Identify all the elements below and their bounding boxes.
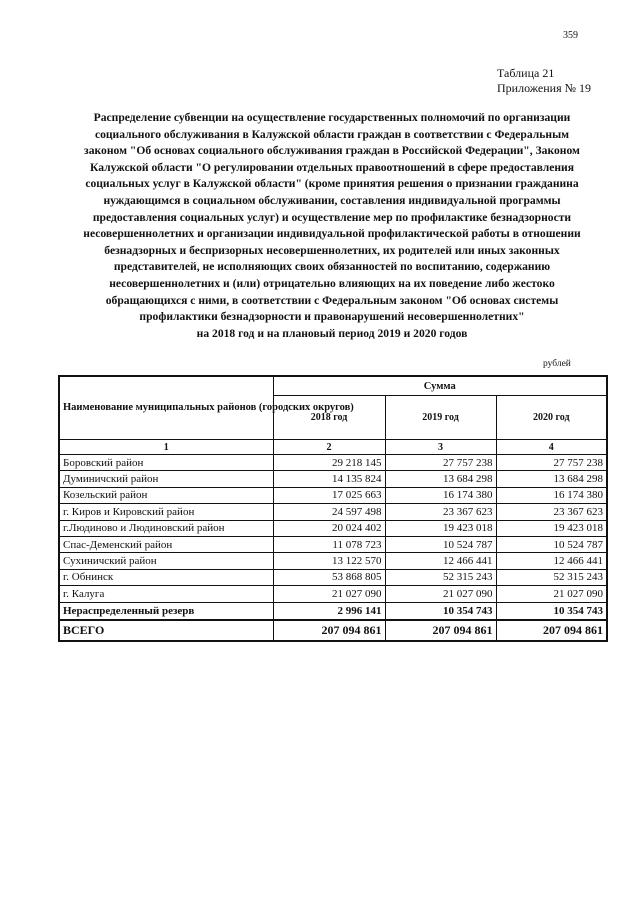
amount-2018: 21 027 090 (273, 586, 385, 602)
table-row (59, 471, 607, 487)
amount-2020: 19 423 018 (496, 520, 607, 536)
title-line: нуждающимся в социальном обслуживании, составления индивидуальной программы (103, 193, 561, 207)
district-name: Сухиничский район (59, 553, 273, 569)
total-label: ВСЕГО (59, 620, 273, 641)
amount-2019: 23 367 623 (385, 504, 496, 520)
total-2018: 207 094 861 (273, 620, 385, 641)
table-row (59, 536, 607, 552)
district-name: г. Обнинск (59, 569, 273, 585)
title-line: несовершеннолетних и организации индивидуальной профилактической работы в отношении (83, 227, 581, 241)
amount-2019: 13 684 298 (385, 471, 496, 487)
amount-2019: 12 466 441 (385, 553, 496, 569)
title-line: безнадзорных и беспризорных несовершеннолетних, их родителей или иных законных (104, 243, 560, 257)
column-header-name: Наименование муниципальных районов (городских округов) (59, 376, 273, 440)
document-title (52, 110, 612, 342)
table-row (59, 520, 607, 536)
title-line: социального обслуживания в Калужской области граждан в соответствии с Федеральным (94, 127, 570, 141)
amount-2020: 27 757 238 (496, 455, 607, 471)
table-row (59, 569, 607, 585)
column-index: 1 (59, 440, 273, 455)
district-name: г. Киров и Кировский район (59, 504, 273, 520)
total-2019: 207 094 861 (385, 620, 496, 641)
amount-2018: 17 025 663 (273, 487, 385, 503)
reserve-label: Нераспределенный резерв (59, 602, 273, 620)
column-header-2020: 2020 год (496, 396, 607, 440)
title-line: профилактики безнадзорности и правонарушений несовершеннолетних" (139, 310, 525, 324)
amount-2020: 21 027 090 (496, 586, 607, 602)
amount-2019: 10 524 787 (385, 536, 496, 552)
amount-2020: 12 466 441 (496, 553, 607, 569)
units-label: рублей (543, 359, 571, 369)
amount-2020: 16 174 380 (496, 487, 607, 503)
total-2020: 207 094 861 (496, 620, 607, 641)
reserve-row (59, 602, 607, 620)
amount-2019: 21 027 090 (385, 586, 496, 602)
table-number: Таблица 21 (497, 66, 555, 80)
amount-2019: 27 757 238 (385, 455, 496, 471)
title-line: социальных услуг в Калужской области" (кроме принятия решения о признании гражданина (85, 177, 579, 191)
page-number: 359 (563, 30, 578, 41)
amount-2020: 23 367 623 (496, 504, 607, 520)
amount-2018: 11 078 723 (273, 536, 385, 552)
title-line: обращающихся с ними, в соответствии с Федеральным законом "Об основах системы (105, 293, 559, 307)
amount-2018: 14 135 824 (273, 471, 385, 487)
table-row (59, 487, 607, 503)
amount-2018: 53 868 805 (273, 569, 385, 585)
amount-2020: 13 684 298 (496, 471, 607, 487)
amount-2019: 16 174 380 (385, 487, 496, 503)
table-row (59, 586, 607, 602)
reserve-2018: 2 996 141 (273, 602, 385, 620)
column-header-2019: 2019 год (385, 396, 496, 440)
amount-2018: 13 122 570 (273, 553, 385, 569)
column-index: 2 (273, 440, 385, 455)
title-line: предоставления социальных услуг) и осуществление мер по профилактике безнадзорности (92, 210, 572, 224)
title-line: Калужской области "О регулировании отдельных правоотношений в сфере предоставления (89, 160, 575, 174)
title-line: Распределение субвенции на осуществление государственных полномочий по организации (93, 111, 571, 124)
table-row (59, 455, 607, 471)
amount-2019: 19 423 018 (385, 520, 496, 536)
district-name: Боровский район (59, 455, 273, 471)
title-line: законом "Об основах социального обслуживания граждан в Российской Федерации", Законом (84, 144, 580, 158)
table-row (59, 504, 607, 520)
subvention-table (58, 375, 608, 642)
amount-2018: 20 024 402 (273, 520, 385, 536)
district-name: Думиничский район (59, 471, 273, 487)
table-row (59, 553, 607, 569)
table-reference (497, 66, 591, 96)
amount-2019: 52 315 243 (385, 569, 496, 585)
column-index: 3 (385, 440, 496, 455)
reserve-2019: 10 354 743 (385, 602, 496, 620)
title-line: представителей, не исполняющих своих обязанностей по воспитанию, содержанию (113, 260, 551, 274)
amount-2018: 29 218 145 (273, 455, 385, 471)
appendix-number: Приложения № 19 (497, 81, 592, 95)
title-line: на 2018 год и на плановый период 2019 и 2020 годов (196, 326, 468, 340)
title-line: несовершеннолетних и (или) отрицательно влияющих на их поведение либо жестоко (109, 276, 555, 290)
district-name: г.Людиново и Людиновский район (59, 520, 273, 536)
column-header-sum: Сумма (273, 376, 607, 396)
total-row (59, 620, 607, 641)
district-name: Козельский район (59, 487, 273, 503)
amount-2018: 24 597 498 (273, 504, 385, 520)
district-name: г. Калуга (59, 586, 273, 602)
reserve-2020: 10 354 743 (496, 602, 607, 620)
column-header-2018: 2018 год (273, 396, 385, 440)
column-index: 4 (496, 440, 607, 455)
amount-2020: 52 315 243 (496, 569, 607, 585)
amount-2020: 10 524 787 (496, 536, 607, 552)
column-index-row (59, 440, 607, 455)
district-name: Спас-Деменский район (59, 536, 273, 552)
